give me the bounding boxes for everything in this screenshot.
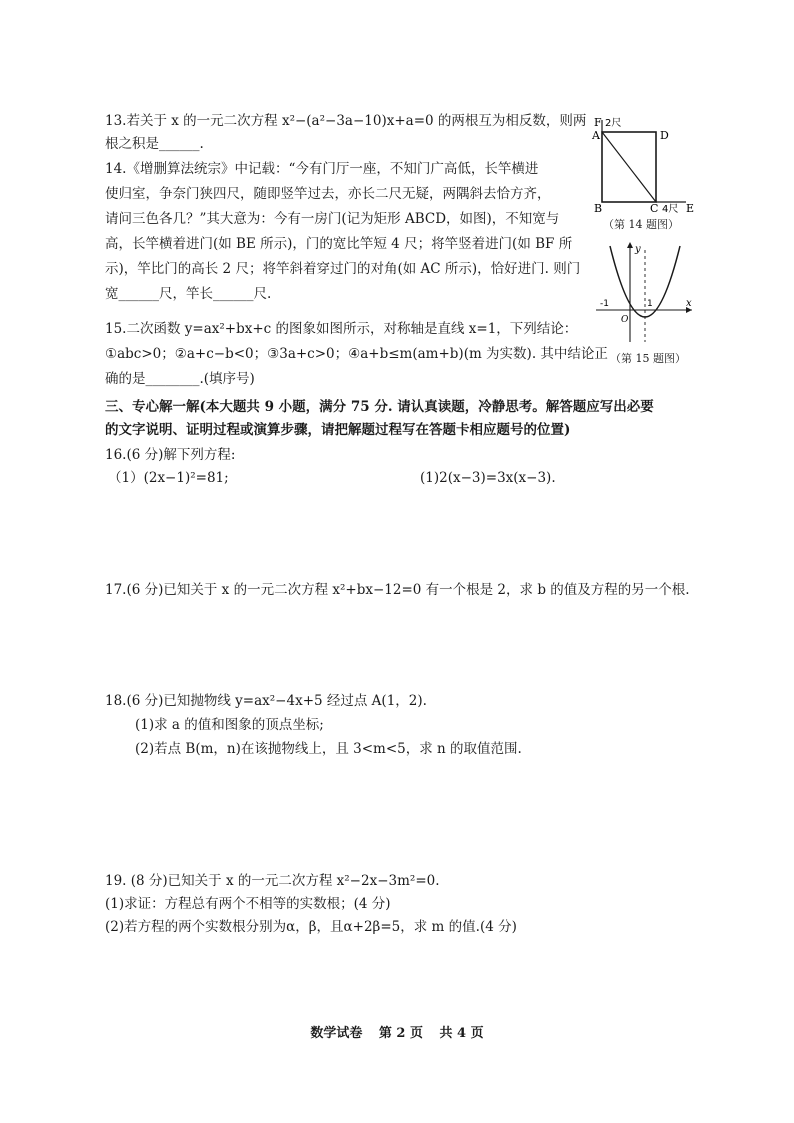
q14-line3: 请问三色各几？”其大意为：今有一房门(记为矩形 ABCD，如图)，不知宽与 <box>105 211 560 227</box>
footer-subject: 数学试卷 <box>310 1026 363 1041</box>
figure15-label-1: 1 <box>647 299 653 309</box>
q18-line1: 18.(6 分)已知抛物线 y=ax²−4x+5 经过点 A(1，2). <box>105 693 427 709</box>
figure15-label-neg1: -1 <box>600 299 609 309</box>
figure14-label-d: D <box>660 129 669 142</box>
figure14-label-c: C <box>650 202 659 215</box>
figure15-label-y: y <box>635 244 641 255</box>
q14-line6: 宽______尺，竿长______尺. <box>105 286 272 302</box>
q15-line3: 确的是________.(填序号) <box>105 371 255 387</box>
figure15-caption: （第 15 题图） <box>610 352 686 365</box>
figure14-label-b: B <box>594 202 603 215</box>
q14-line2: 使归室，争奈门狭四尺，随即竖竿过去，亦长二尺无疑，两隅斜去恰方齐， <box>105 186 551 202</box>
section3-line2: 的文字说明、证明过程或演算步骤，请把解题过程写在答题卡相应题号的位置) <box>105 422 571 438</box>
q17-line1: 17.(6 分)已知关于 x 的一元二次方程 x²+bx−12=0 有一个根是 2，求 b 的值及方程的另一个根. <box>105 582 690 598</box>
q19-line3: (2)若方程的两个实数根分别为α，β，且α+2β=5，求 m 的值.(4 分) <box>105 919 517 935</box>
q13-line2: 根之积是______. <box>105 136 204 152</box>
figure14-caption: （第 14 题图） <box>603 218 679 231</box>
figure14-label-e: E <box>686 202 695 215</box>
footer-page: 第 2 页 <box>378 1026 423 1041</box>
figure14-label-f: F <box>594 116 602 129</box>
section3-line1: 三、专心解一解(本大题共 9 小题，满分 75 分. 请认真读题，冷静思考。解答题应写出必要 <box>105 399 654 415</box>
q19-line2: (1)求证：方程总有两个不相等的实数根；(4 分) <box>105 896 391 912</box>
q14-line1: 14.《增删算法统宗》中记载：“今有门厅一座，不知门广高低，长竿横进 <box>105 161 539 177</box>
q18-line3: (2)若点 B(m，n)在该抛物线上，且 3<m<5，求 n 的取值范围. <box>135 741 522 757</box>
q15-line1: 15.二次函数 y=ax²+bx+c 的图象如图所示，对称轴是直线 x=1，下列结论： <box>105 321 578 337</box>
q13-line1: 13.若关于 x 的一元二次方程 x²−(a²−3a−10)x+a=0 的两根互为相反数，则两 <box>105 113 587 129</box>
footer-total: 共 4 页 <box>439 1026 484 1041</box>
figure15-y-arrow <box>627 242 633 248</box>
q19-line1: 19. (8 分)已知关于 x 的一元二次方程 x²−2x−3m²=0. <box>105 873 440 889</box>
q14-line4: 高，长竿横着进门(如 BE 所示)，门的宽比竿短 4 尺；将竿竖着进门(如 BF 所 <box>105 236 573 252</box>
figure14-label-2chi: 2尺 <box>605 118 622 129</box>
figure14-door-diagram <box>590 108 700 216</box>
q18-line2: (1)求 a 的值和图象的顶点坐标; <box>135 717 324 733</box>
q16-title: 16.(6 分)解下列方程: <box>105 447 236 463</box>
figure14-label-a: A <box>592 129 600 142</box>
q16-part2: (1)2(x−3)=3x(x−3). <box>420 470 556 486</box>
figure15-label-o: O <box>621 315 629 325</box>
figure15-parabola-graph <box>590 238 700 348</box>
figure14-label-4chi: 4尺 <box>662 204 679 215</box>
q15-line2: ①abc>0；②a+c−b<0；③3a+c>0；④a+b≤m(am+b)(m 为实数). 其中结论正 <box>105 346 608 362</box>
figure14-diagonal-ac <box>602 132 656 202</box>
q14-line5: 示)，竿比门的高长 2 尺；将竿斜着穿过门的对角(如 AC 所示)，恰好进门. 则门 <box>105 261 581 277</box>
page-footer <box>0 1022 794 1041</box>
figure15-label-x: x <box>686 298 692 309</box>
q16-part1: （1）(2x−1)²=81; <box>108 470 229 486</box>
